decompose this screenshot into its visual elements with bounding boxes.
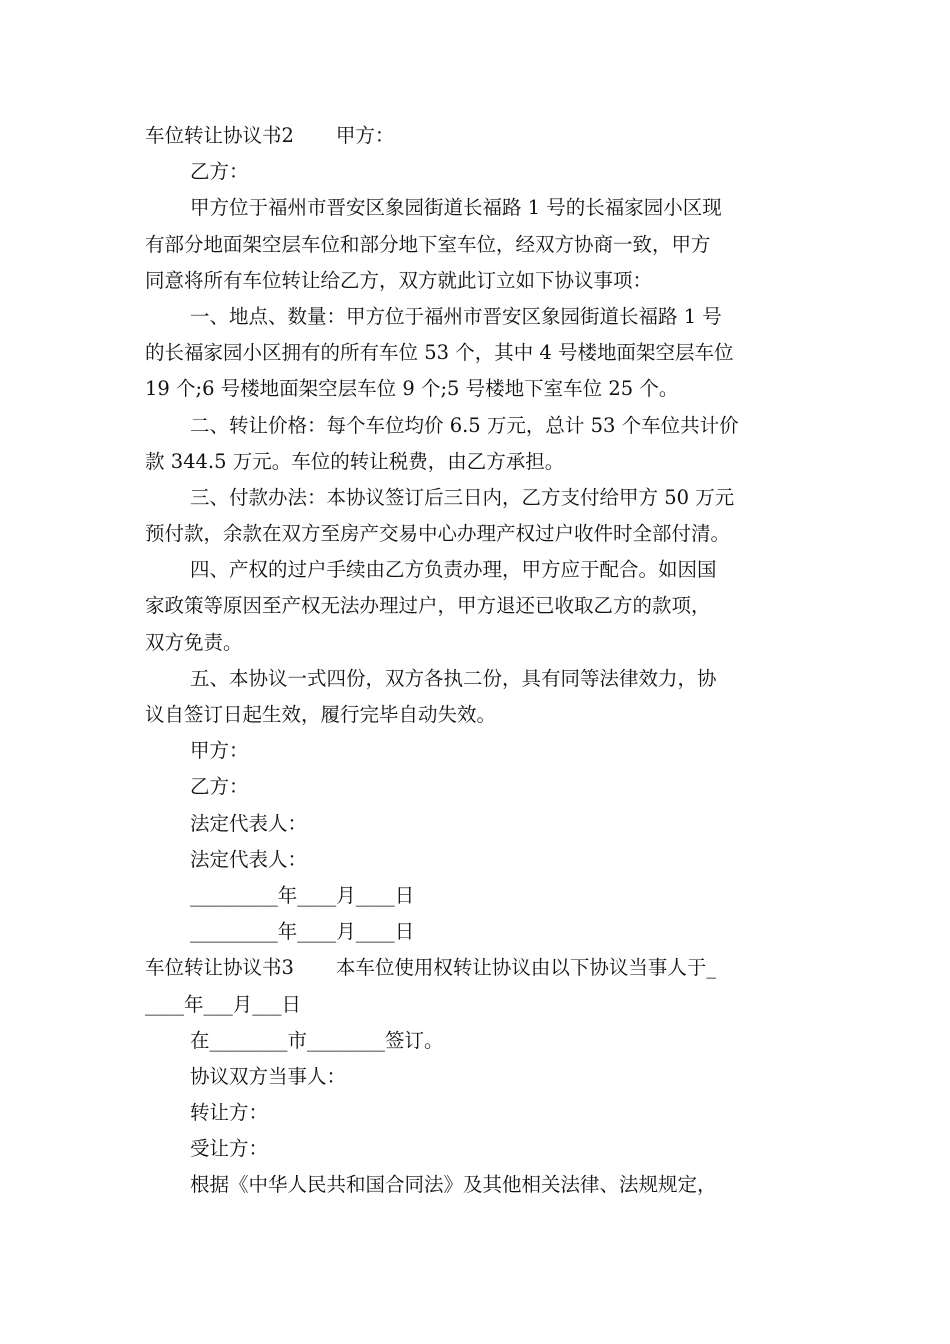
place-blank: 在________市________签订。 (190, 1028, 444, 1052)
section-title: 车位转让协议书2 (145, 124, 294, 147)
doc-line: 有部分地面架空层车位和部分地下室车位，经双方协商一致，甲方 (145, 232, 711, 256)
document-page (145, 118, 810, 1204)
doc-line: 双方免责。 (145, 630, 243, 654)
doc-line: 同意将所有车位转让给乙方，双方就此订立如下协议事项： (145, 268, 653, 292)
doc-line: 预付款，余款在双方至房产交易中心办理产权过户收件时全部付清。 (145, 522, 731, 546)
doc-line: 19 个;6 号楼地面架空层车位 9 个;5 号楼地下室车位 25 个。 (145, 377, 679, 401)
party-a-label: 甲方： (335, 124, 395, 147)
doc-line: 二、转让价格：每个车位均价 6.5 万元，总计 53 个车位共计价 (190, 413, 739, 437)
signature-party-a: 甲方： (190, 739, 249, 763)
date-blank: _________年____月____日 (190, 883, 415, 907)
doc-line (145, 950, 810, 986)
doc-line: 家政策等原因至产权无法办理过户，甲方退还已收取乙方的款项， (145, 594, 711, 618)
doc-line: 议自签订日起生效，履行完毕自动失效。 (145, 703, 497, 726)
doc-line: 一、地点、数量：甲方位于福州市晋安区象园街道长福路 1 号 (190, 304, 722, 328)
intro-text: 本车位使用权转让协议由以下协议当事人于_ (335, 956, 717, 980)
legal-representative: 法定代表人： (190, 811, 308, 835)
doc-line: 乙方： (190, 160, 249, 184)
doc-line: 甲方位于福州市晋安区象园街道长福路 1 号的长福家园小区现 (190, 196, 722, 220)
transferee-label: 受让方： (190, 1137, 269, 1161)
date-blank: _________年____月____日 (190, 920, 415, 944)
date-blank: ____年___月___日 (145, 992, 302, 1016)
doc-line: 的长福家园小区拥有的所有车位 53 个，其中 4 号楼地面架空层车位 (145, 341, 734, 365)
doc-line: 协议双方当事人： (190, 1064, 347, 1088)
doc-line: 款 344.5 万元。车位的转让税费，由乙方承担。 (145, 449, 565, 473)
section-title: 车位转让协议书3 (145, 956, 294, 980)
doc-line (145, 118, 810, 154)
legal-representative: 法定代表人： (190, 847, 308, 871)
doc-line: 三、付款办法：本协议签订后三日内，乙方支付给甲方 50 万元 (190, 485, 735, 509)
doc-line: 五、本协议一式四份，双方各执二份，具有同等法律效力，协 (190, 666, 717, 690)
signature-party-b: 乙方： (190, 775, 249, 799)
doc-line: 根据《中华人民共和国合同法》及其他相关法律、法规规定， (190, 1173, 717, 1197)
doc-line: 四、产权的过户手续由乙方负责办理，甲方应于配合。如因国 (190, 558, 717, 582)
transferor-label: 转让方： (190, 1101, 269, 1125)
